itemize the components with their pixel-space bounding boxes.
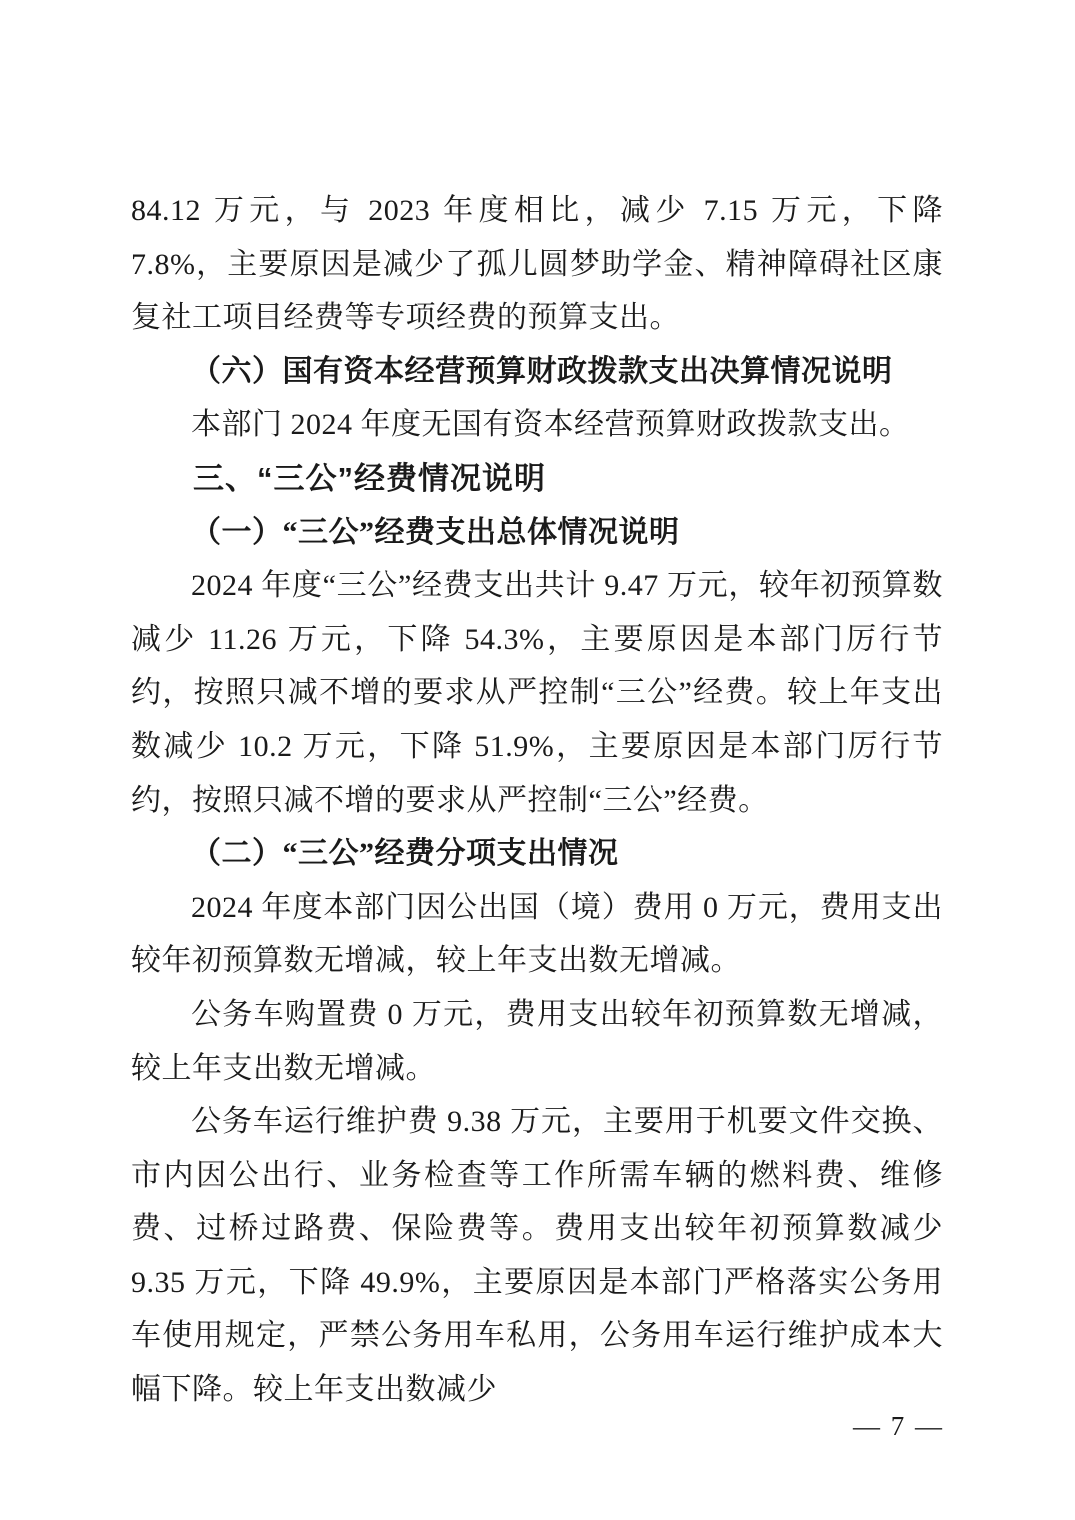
section-heading-six: （六）国有资本经营预算财政拨款支出决算情况说明 — [191, 354, 893, 388]
section-heading-one: （一）“三公”经费支出总体情况说明 — [191, 515, 680, 549]
chapter-heading-three-public-funds: 三、“三公”经费情况说明 — [193, 460, 546, 496]
page-number: — 7 — — [853, 1411, 944, 1441]
paragraph: 2024 年度“三公”经费支出共计 9.47 万元，较年初预算数减少 11.26 万元，下降 54.3%，主要原因是本部门厉行节约，按照只减不增的要求从严控制“三公”经费。较上年支出数减少 10.2 万元，下降 51.9%，主要原因是本部门厉行节约，按照只减不增的要求从严控制“三公”经费。 — [131, 569, 943, 817]
paragraph: 公务车运行维护费 9.38 万元，主要用于机要文件交换、市内因公出行、业务检查等工作所需车辆的燃料费、维修费、过桥过路费、保险费等。费用支出较年初预算数减少 9.35 万元，下降 49.9%，主要原因是本部门严格落实公务用车使用规定，严禁公务用车私用，公务用车运行维护成本大幅下降。较上年支出数减少 — [131, 1105, 943, 1407]
paragraph-continuation: 84.12 万元，与 2023 年度相比，减少 7.15 万元，下降 7.8%，主要原因是减少了孤儿圆梦助学金、精神障碍社区康复社工项目经费等专项经费的预算支出。 — [131, 194, 943, 335]
section-heading-two: （二）“三公”经费分项支出情况 — [191, 837, 619, 871]
page-content — [131, 184, 943, 1417]
paragraph: 本部门 2024 年度无国有资本经营预算财政拨款支出。 — [191, 408, 910, 442]
paragraph: 公务车购置费 0 万元，费用支出较年初预算数无增减，较上年支出数无增减。 — [131, 997, 943, 1085]
paragraph: 2024 年度本部门因公出国（境）费用 0 万元，费用支出较年初预算数无增减，较上年支出数无增减。 — [131, 890, 943, 978]
